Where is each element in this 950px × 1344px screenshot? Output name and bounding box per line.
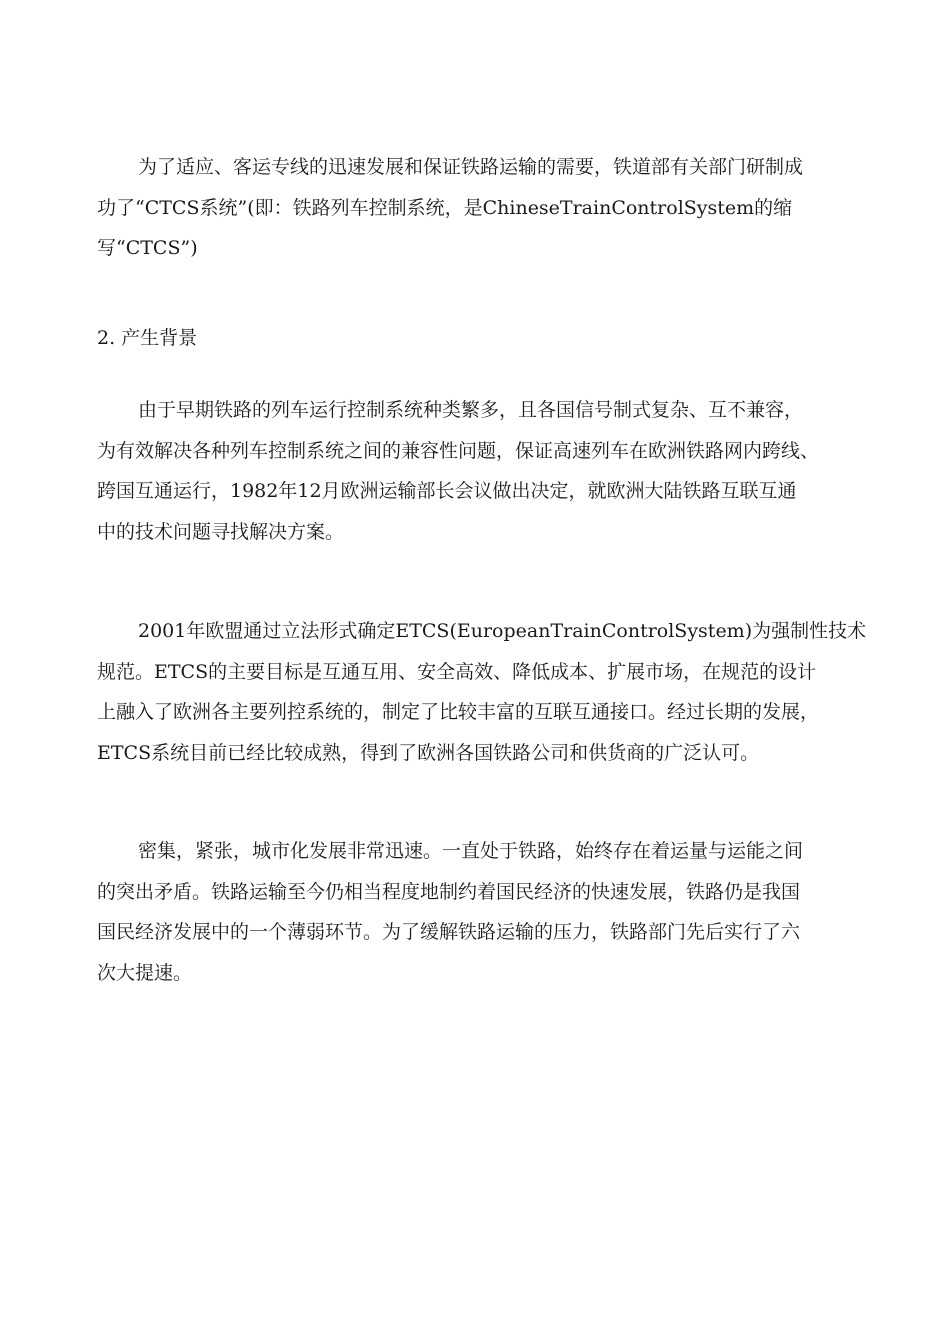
paragraph-line: 的突出矛盾。铁路运输至今仍相当程度地制约着国民经济的快速发展，铁路仍是我国 xyxy=(97,880,801,903)
paragraph-line: ETCS系统目前已经比较成熟，得到了欧洲各国铁路公司和供货商的广泛认可。 xyxy=(97,741,760,764)
section-heading-background xyxy=(97,318,867,359)
paragraph-line: 中的技术问题寻找解决方案。 xyxy=(97,520,345,543)
paragraph-line: 国民经济发展中的一个薄弱环节。为了缓解铁路运输的压力，铁路部门先后实行了六 xyxy=(97,921,801,943)
paragraph-line: 为有效解决各种列车控制系统之间的兼容性问题，保证高速列车在欧洲铁路网内跨线、 xyxy=(97,439,820,462)
paragraph-line: 次大提速。 xyxy=(97,961,193,984)
paragraph-line: 为了适应、客运专线的迅速发展和保证铁路运输的需要，铁道部有关部门研制成 xyxy=(138,156,804,178)
paragraph-line: 规范。ETCS的主要目标是互通互用、安全高效、降低成本、扩展市场，在规范的设计 xyxy=(97,660,817,683)
paragraph-line: 功了“CTCS系统”(即：铁路列车控制系统，是ChineseTrainControlSystem的缩 xyxy=(97,196,793,219)
paragraph-etcs xyxy=(97,611,867,773)
paragraph-line: 跨国互通运行，1982年12月欧洲运输部长会议做出决定，就欧洲大陆铁路互联互通 xyxy=(97,480,797,502)
paragraph-background xyxy=(97,390,867,552)
paragraph-line: 由于早期铁路的列车运行控制系统种类繁多，且各国信号制式复杂、互不兼容， xyxy=(138,399,804,421)
paragraph-line: 2001年欧盟通过立法形式确定ETCS(EuropeanTrainControlSystem)为强制性技术 xyxy=(138,620,867,642)
paragraph-line: 上融入了欧洲各主要列控系统的，制定了比较丰富的互联互通接口。经过长期的发展， xyxy=(97,701,820,723)
paragraph-line: 写“CTCS”) xyxy=(97,237,198,259)
paragraph-speed-up xyxy=(97,831,867,993)
paragraph-line: 密集，紧张，城市化发展非常迅速。一直处于铁路，始终存在着运量与运能之间 xyxy=(138,840,804,862)
section-heading: 2. 产生背景 xyxy=(97,327,198,349)
paragraph-ctcs-intro xyxy=(97,147,867,269)
